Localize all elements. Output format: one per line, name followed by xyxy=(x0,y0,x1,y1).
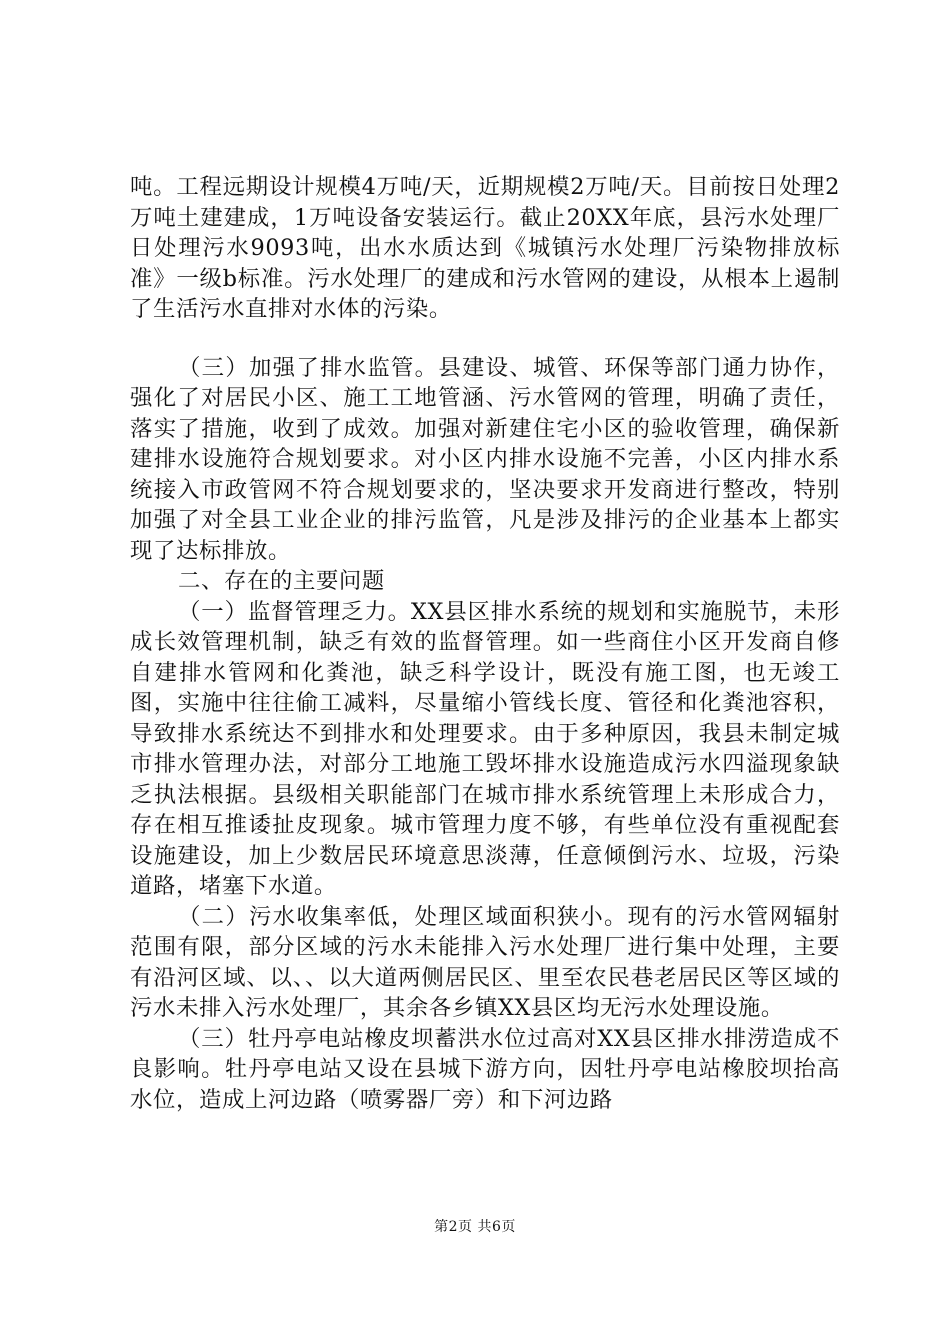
paragraph-weak-supervision: （一）监督管理乏力。XX县区排水系统的规划和实施脱节，未形成长效管理机制，缺乏有效的监督管理。如一些商住小区开发商自修自建排水管网和化粪池，缺乏科学设计，既没有施工图，也无竣工图，实施中往往偷工减料，尽量缩小管线长度、管径和化粪池容积，导致排水系统达不到排水和处理要求。由于多种原因，我县未制定城市排水管理办法，对部分工地施工毁坏排水设施造成污水四溢现象缺乏执法根据。县级相关职能部门在城市排水系统管理上未形成合力，存在相互推诿扯皮现象。城市管理力度不够，有些单位没有重视配套设施建设，加上少数居民环境意思淡薄，任意倾倒污水、垃圾，污染道路，堵塞下水道。 xyxy=(130,598,840,899)
paragraph-low-collection-rate: （二）污水收集率低，处理区域面积狭小。现有的污水管网辐射范围有限，部分区域的污水未能排入污水处理厂进行集中处理，主要有沿河区域、以、、以大道两侧居民区、里至农民巷老居民区等区域的污水未排入污水处理厂，其余各乡镇XX县区均无污水处理设施。 xyxy=(130,903,840,1021)
paragraph-drainage-supervision: （三）加强了排水监管。县建设、城管、环保等部门通力协作，强化了对居民小区、施工工地管涵、污水管网的管理，明确了责任，落实了措施，收到了成效。加强对新建住宅小区的验收管理，确保新建排水设施符合规划要求。对小区内排水设施不完善，小区内排水系统接入市政管网不符合规划要求的，坚决要求开发商进行整改，特别加强了对全县工业企业的排污监管，凡是涉及排污的企业基本上都实现了达标排放。 xyxy=(130,354,840,564)
paragraph-facility-capacity: 吨。工程远期设计规模4万吨/天，近期规模2万吨/天。目前按日处理2万吨土建建成，1万吨设备安装运行。截止20XX年底，县污水处理厂日处理污水9093吨，出水水质达到《城镇污水处理厂污染物排放标准》一级b标准。污水处理厂的建成和污水管网的建设，从根本上遏制了生活污水直排对水体的污染。 xyxy=(130,174,840,322)
page-number-footer: 第2页 共6页 xyxy=(434,1219,516,1235)
paragraph-dam-water-level: （三）牡丹亭电站橡皮坝蓄洪水位过高对XX县区排水排涝造成不良影响。牡丹亭电站又设在县城下游方向，因牡丹亭电站橡胶坝抬高水位，造成上河边路（喷雾器厂旁）和下河边路 xyxy=(130,1025,840,1113)
section-heading-main-problems: 二、存在的主要问题 xyxy=(178,568,385,594)
document-body xyxy=(130,172,840,1115)
